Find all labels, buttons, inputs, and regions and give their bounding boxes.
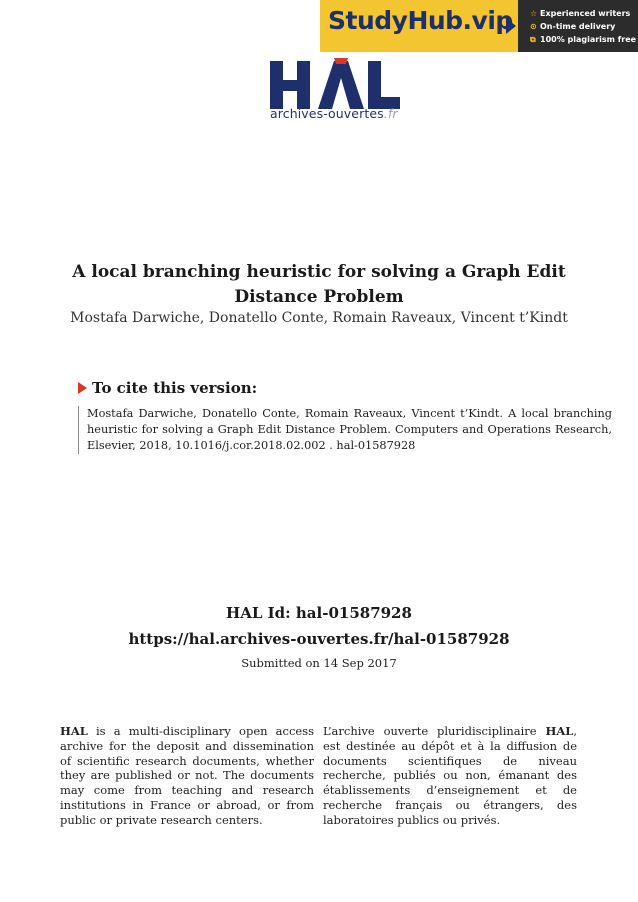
hal-id: HAL Id: hal-01587928 — [226, 604, 412, 622]
studyhub-brand-text: StudyHub.vip — [328, 6, 513, 35]
hal-bold-en: HAL — [60, 724, 88, 738]
hal-subtitle: archives-ouvertes.fr — [270, 106, 398, 121]
hal-bold-fr: HAL — [545, 724, 574, 738]
feature-plagiarism: ⧉ 100% plagiarism free — [530, 35, 637, 44]
hal-url-link[interactable]: https://hal.archives-ouvertes.fr/hal-01587928 — [128, 630, 510, 648]
hal-description-fr: L’archive ouverte pluridisciplinaire HAL, est destinée au dépôt et à la diffusion de documents scientifiques de niveau recherche, publiés ou non, émanant des établissements d’enseignement et de recherche français ou étrangers, des laboratoires publics ou privés. — [323, 724, 577, 827]
submitted-date: Submitted on 14 Sep 2017 — [241, 656, 397, 670]
studyhub-brand-block[interactable] — [320, 0, 518, 52]
clock-icon: ⊙ — [530, 22, 537, 31]
star-icon: ☆ — [530, 9, 538, 18]
hal-description-en: HAL is a multi-disciplinary open access archive for the deposit and dissemination of scientific research documents, whether they are published or not. The documents may come from teaching and research institutions in France or abroad, or from public or private research centers. — [60, 724, 314, 827]
feature-on-time: ⊙ On-time delivery — [530, 22, 616, 31]
paper-authors: Mostafa Darwiche, Donatello Conte, Romain Raveaux, Vincent t’Kindt — [70, 310, 568, 326]
copy-icon: ⧉ — [530, 35, 536, 44]
triangle-right-icon — [78, 382, 87, 394]
paper-title: A local branching heuristic for solving a Graph Edit Distance Problem — [72, 262, 566, 307]
citation-text: Mostafa Darwiche, Donatello Conte, Romain Raveaux, Vincent t’Kindt. A local branching heuristic for solving a Graph Edit Distance Problem. Computers and Operations Research, Elsevier, 2018, 10.1016/j.cor.2018.02.002 . hal-01587928 — [78, 406, 612, 454]
studyhub-banner[interactable] — [320, 0, 638, 52]
cite-heading: To cite this version: — [92, 379, 258, 397]
play-arrow-icon — [506, 18, 516, 34]
banner-features — [530, 7, 636, 46]
feature-experienced: ☆ Experienced writers — [530, 9, 631, 18]
